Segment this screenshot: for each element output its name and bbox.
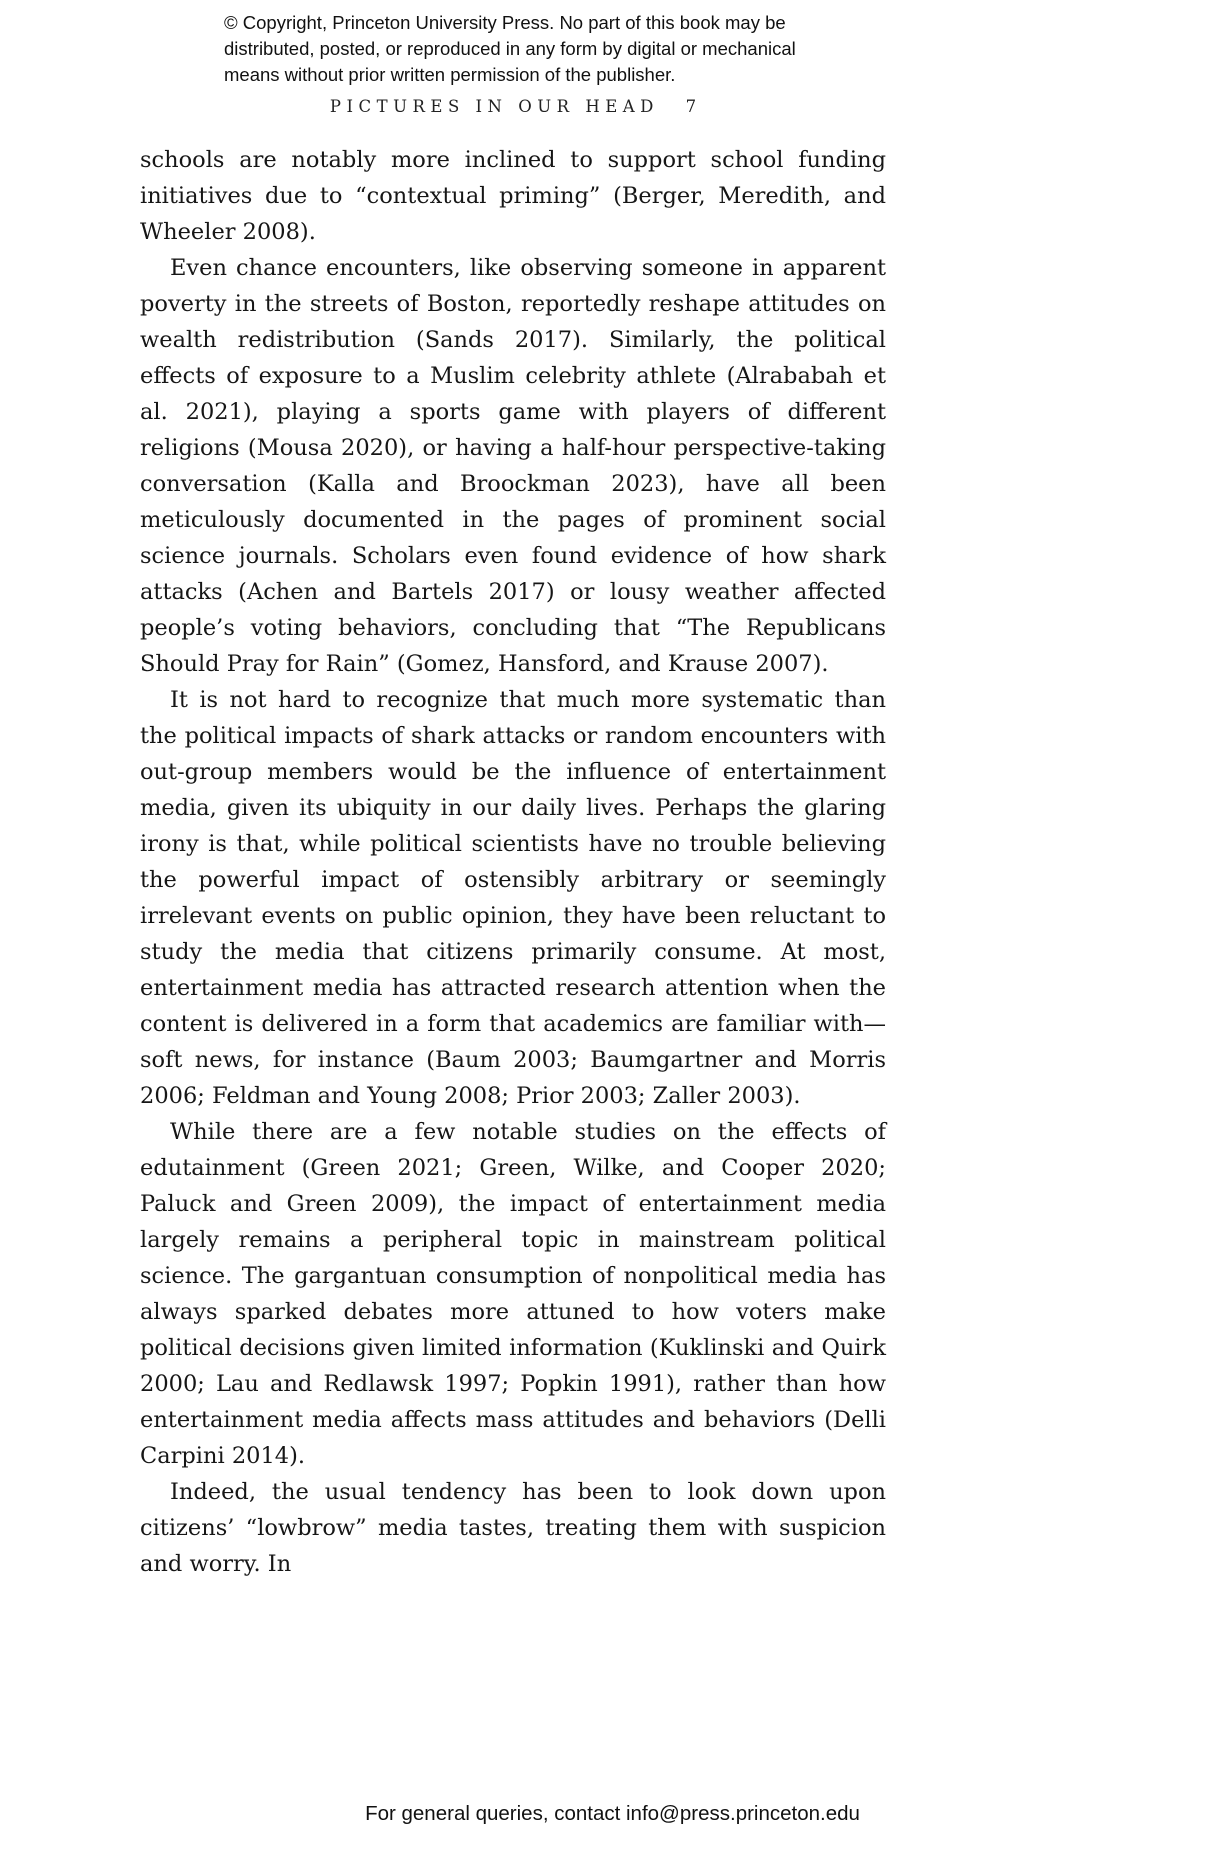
running-head: [140, 97, 886, 116]
running-head-title: PICTURES IN OUR HEAD: [329, 97, 659, 116]
copyright-notice: © Copyright, Princeton University Press. No part of this book may be distributed, posted, or reproduced in any form by digital or mechanical means without prior written permission of the publisher.: [224, 12, 796, 85]
paragraph-3: It is not hard to recognize that much more systematic than the political impacts of shark attacks or random encounters with out-group members would be the influence of entertainment media, given its ubiquity in our daily lives. Perhaps the glaring irony is that, while political scientists have no trouble believing the powerful impact of ostensibly arbitrary or seemingly irrelevant events on public opinion, they have been reluctant to study the media that citizens primarily consume. At most, entertainment media has attracted research attention when the content is delivered in a form that academics are familiar with—soft news, for instance (Baum 2003; Baumgartner and Morris 2006; Feldman and Young 2008; Prior 2003; Zaller 2003).: [140, 687, 886, 1109]
body-text: [140, 142, 886, 1582]
paragraph-2: Even chance encounters, like observing someone in apparent poverty in the streets of Boston, reportedly reshape attitudes on wealth redistribution (Sands 2017). Similarly, the political effects of exposure to a Muslim celebrity athlete (Alrababah et al. 2021), playing a sports game with players of different religions (Mousa 2020), or having a half-hour perspective-taking conversation (Kalla and Broockman 2023), have all been meticulously documented in the pages of prominent social science journals. Scholars even found evidence of how shark attacks (Achen and Bartels 2017) or lousy weather affected people’s voting behaviors, concluding that “The Republicans Should Pray for Rain” (Gomez, Hansford, and Krause 2007).: [140, 255, 886, 677]
paragraph-4: While there are a few notable studies on the effects of edutainment (Green 2021; Green, Wilke, and Cooper 2020; Paluck and Green 2009), the impact of entertainment media largely remains a peripheral topic in mainstream political science. The gargantuan consumption of nonpolitical media has always sparked debates more attuned to how voters make political decisions given limited information (Kuklinski and Quirk 2000; Lau and Redlawsk 1997; Popkin 1991), rather than how entertainment media affects mass attitudes and behaviors (Delli Carpini 2014).: [140, 1119, 886, 1469]
paragraph-5: Indeed, the usual tendency has been to look down upon citizens’ “lowbrow” media tastes, treating them with suspicion and worry. In: [140, 1479, 886, 1577]
page-number: 7: [685, 97, 697, 116]
paragraph-1: schools are notably more inclined to support school funding initiatives due to “contextual priming” (Berger, Meredith, and Wheeler 2008).: [140, 147, 886, 245]
footer-contact: For general queries, contact info@press.princeton.edu: [365, 1802, 860, 1825]
